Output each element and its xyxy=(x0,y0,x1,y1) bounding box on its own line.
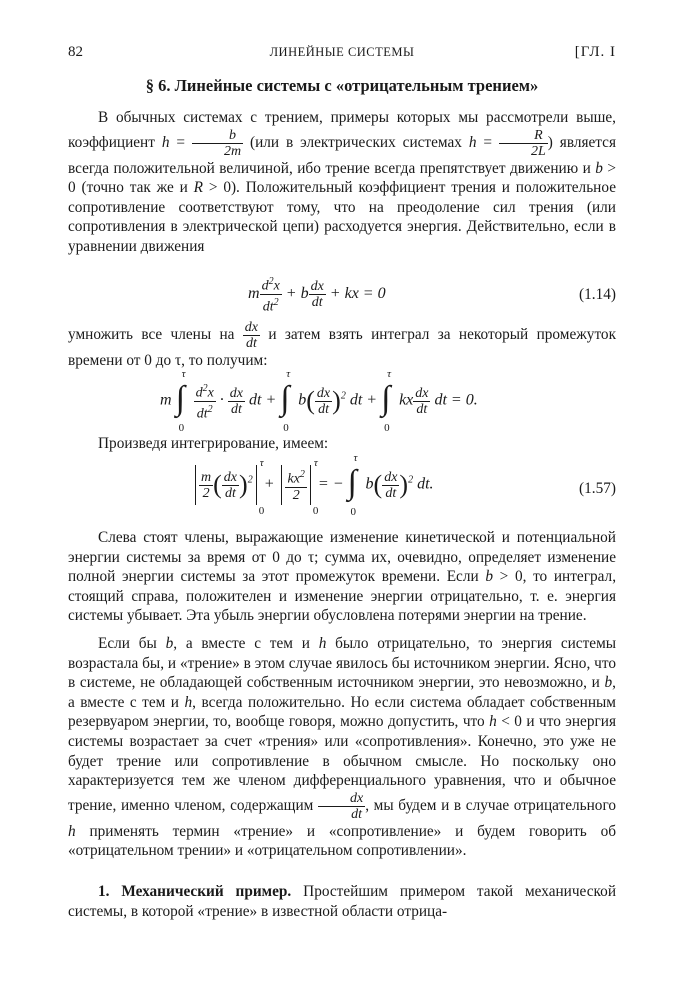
equation-number-1-57: (1.57) xyxy=(579,480,616,497)
frac-b-2m: $\frac{b}{2m}$ xyxy=(192,128,243,159)
p1-text-a: В обычных системах с трением, примеры которых мы рассмотрели выше, коэффициент xyxy=(68,109,616,151)
p5-text-d: , а вместе с тем и xyxy=(68,674,616,711)
p5-text-g: , мы будем и в случае отрицательного xyxy=(365,796,616,814)
paragraph-2: умножить все члены на $\frac{dx}{dt}$ и затем взять интеграл за некоторый промежуток времени от 0 до τ, то получим: xyxy=(68,320,617,369)
equation-integral: m ∫ τ 0 $\frac{d^2x}{dt^2}$ · $\frac{dx}{dt}$ dt + ∫ τ 0 b( $\frac{dx}{dt}$ )$^2$ dt + ∫ τ 0 kx $\frac{dx}{dt}$ dt = 0. xyxy=(160,368,478,434)
p5-text-b: , а вместе с тем и xyxy=(173,635,310,652)
p6-text: Простейшим примером такой механической системы, в которой «трение» в известной области отрица- xyxy=(68,883,617,920)
p1-text-b: (или в электрических системах xyxy=(250,133,462,151)
paragraph-4: Слева стоят члены, выражающие изменение кинетической и потенциальной энергии системы за время от 0 до τ; сумма их, очевидно, определяет изменение полной энергии системы за этот промежуток времени. Если b > 0, то интеграл, стоящий справа, положителен и изменение энергии отрицательно, т. е. энергия системы убывает. Эта убыль энергии обусловлена потерями энергии на трение. xyxy=(68,529,617,625)
equation-1-57: $\frac{m}{2}$ ( $\frac{dx}{dt}$ )$^2$ τ 0 + $\frac{kx^2}{2}$ τ 0 = − ∫ τ 0 b( $\frac{dx}{dt}$ )$^2$ dt. (1.57) xyxy=(68,462,616,520)
p4-text-a: Слева стоят члены, выражающие изменение кинетической и потенциальной энергии системы за время от 0 до τ; сумма их, очевидно, определяет изменение полной энергии системы за этот промежуток времени. Если xyxy=(68,529,616,586)
p1-text-c: является всегда положительной величиной, ибо трение всегда препятствует движению и xyxy=(68,133,616,177)
equation-number-1-14: (1.14) xyxy=(579,286,616,303)
p2-text-a: умножить все члены на xyxy=(68,326,235,344)
p1-text-e: Положительный коэффициент трения и положительное сопротивление соответствуют тому, что на преодоление сил трения (или сопротивления в электрической цепи) расходуется энергия. Действительно, если в уравнении движения xyxy=(68,179,616,255)
page-number: 82 xyxy=(68,44,83,60)
paragraph-1: В обычных системах с трением, примеры которых мы рассмотрели выше, коэффициент h = $\frac{b}{2m}$ (или в электрических системах h = $\frac{R}{2L}$ ) является всегда положительной величиной, ибо трение всегда препятствует движению и b > 0 (точно так же и R > 0). Положительный коэффициент трения и положительное сопротивление соответствуют тому, что на преодоление сил трения (или сопротивления в электрической цепи) расходуется энергия. Действительно, если в уравнении движения xyxy=(68,109,616,255)
paragraph-5: Если бы b, а вместе с тем и h было отрицательно, то энергия системы возрастала бы, и «трение» в этом случае явилось бы источником энергии. Ясно, что в системе, не обладающей собственным источником энергии, это невозможно, и b, а вместе с тем и h, всегда положительно. Но если система обладает собственным резервуаром энергии, то, вообще говоря, можно допустить, что h < 0 и что энергия системы возрастает за счет «трения» или «сопротивления». Конечно, это уже не будет трение или сопротивление в обычном смысле. Но поскольку оно характеризуется тем же членом дифференциального уравнения, что и обычное трение, именно членом, содержащим $\frac{dx}{dt}$ , мы будем и в случае отрицательного h применять термин «трение» и «сопротивление» и будем говорить об «отрицательном трении» и «отрицательном сопротивлении». xyxy=(68,635,617,860)
p5-text-h: применять термин «трение» и «сопротивление» и будем говорить об «отрицательном трении» и «отрицательном сопротивлении». xyxy=(68,822,616,860)
frac-R-2L: $\frac{R}{2L}$ xyxy=(499,128,548,159)
running-head: ЛИНЕЙНЫЕ СИСТЕМЫ xyxy=(269,45,415,59)
p1-text-d: (точно так же и xyxy=(81,179,188,197)
p5-text-c: было отрицательно, то энергия системы возрастала бы, и «трение» в этом случае явилось бы источником энергии. Ясно, что в системе, не обладающей собственным источником энергии, это невозможно, и xyxy=(68,635,617,692)
chapter-marker: [ГЛ. I xyxy=(574,44,616,60)
equation-1-14: m $\frac{d^2x}{dt^2}$ + b $\frac{dx}{dt}$ + kx = 0 (1.14) xyxy=(248,276,616,315)
p5-text-e: , всегда положительно. Но если система обладает собственным резервуаром энергии, то, вообще говоря, можно допустить, что xyxy=(68,693,616,731)
subsection-heading: 1. Механический пример. xyxy=(98,883,292,900)
p2-text-b: и затем взять интеграл за некоторый промежуток времени от 0 до τ, то получим: xyxy=(68,326,617,369)
p5-text-a: Если бы xyxy=(98,635,157,652)
p5-text-f: и что энергия системы возрастает за счет «трения» или «сопротивления». Конечно, это уже не будет трение или сопротивление в обычном смысле. Но поскольку оно характеризуется тем же членом дифференциального уравнения, что и обычное трение, именно членом, содержащим xyxy=(68,713,616,814)
page-header xyxy=(68,44,616,66)
paragraph-6 xyxy=(68,882,616,921)
p4-text-b: то интеграл, стоящий справа, положителен и изменение энергии отрицательно, т. е. энергия системы убывает. Эта убыль энергии обусловлена потерями энергии на трение. xyxy=(68,568,617,625)
section-title: § 6. Линейные системы с «отрицательным трением» xyxy=(145,76,539,95)
paragraph-3: Произведя интегрирование, имеем: xyxy=(98,435,329,452)
